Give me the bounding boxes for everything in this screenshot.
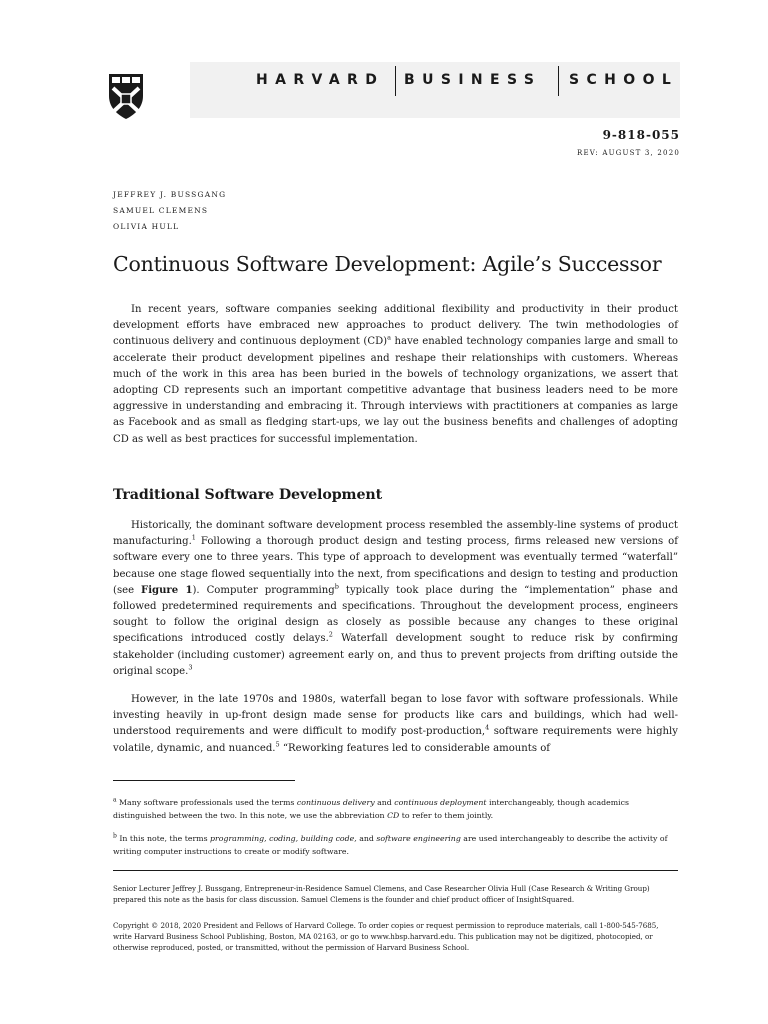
footnote-b: $^b$ In this note, the terms programming, coding, building code, and software engineering are used interchangeably to describe the activity of writing computer instructions to create or modify software.: [113, 832, 668, 856]
author-name: OLIVIA HULL: [113, 222, 180, 231]
document-title: Continuous Software Development: Agile’s Successor: [113, 252, 662, 276]
case-number: 9-818-055: [602, 128, 680, 142]
section-heading: Traditional Software Development: [113, 487, 383, 503]
wordmark-business: BUSINESS: [404, 72, 542, 88]
author-name: JEFFREY J. BUSSGANG: [113, 190, 227, 199]
copyright-notice: Copyright © 2018, 2020 President and Fellows of Harvard College. To order copies or request permission to reproduce materials, call 1-800-545-7685, write Harvard Business School Publishing, Boston, MA 02163, or go to www.hbsp.harvard.edu. This publication may not be digitized, photocopied, or otherwise reproduced, posted, or transmitted, without the permission of Harvard Business School.: [113, 921, 659, 953]
body-paragraph: However, in the late 1970s and 1980s, waterfall began to lose favor with software professionals. While investing heavily in up-front design made sense for products like cars and buildings, which had well-understood requirements and were difficult to modify post-production,$^4$ software requirements were highly volatile, dynamic, and nuanced.$^5$ “Reworking features led to considerable amounts of: [113, 694, 678, 754]
wordmark-harvard: HARVARD: [256, 72, 385, 88]
header-band: [190, 62, 680, 118]
author-name: SAMUEL CLEMENS: [113, 206, 209, 215]
body-paragraph: Historically, the dominant software development process resembled the assembly-line systems of product manufacturing.$^1$ Following a thorough product design and testing process, firms released new versions of software every one to three years. This type of approach to development was eventually termed “waterfall” because one stage flowed sequentially into the next, from specifications and design to testing and production (see Figure 1). Computer programming$^b$ typically took place during the “implementation” phase and followed predetermined requirements and specifications. Throughout the development process, engineers sought to follow the original design as closely as possible because any changes to these original specifications introduced costly delays.$^2$ Waterfall development sought to reduce risk by confirming stakeholder (including customer) agreement early on, and thus to prevent projects from drifting outside the original scope.$^3$: [113, 520, 678, 677]
wordmark-separator: [395, 66, 396, 96]
wordmark-separator: [558, 66, 559, 96]
figure-reference[interactable]: Figure 1: [141, 584, 193, 596]
hbs-shield-logo: [108, 72, 144, 120]
preparation-note: Senior Lecturer Jeffrey J. Bussgang, Entrepreneur-in-Residence Samuel Clemens, and Case Researcher Olivia Hull (Case Research & Writing Group) prepared this note as the basis for class discussion. Samuel Clemens is the founder and chief product officer of InsightSquared.: [113, 884, 650, 905]
footnote-a: $^a$ Many software professionals used the terms continuous delivery and continuous deployment interchangeably, though academics distinguished between the two. In this note, we use the abbreviation CD to refer to them jointly.: [113, 796, 630, 820]
wordmark-school: SCHOOL: [569, 72, 679, 88]
intro-paragraph: In recent years, software companies seeking additional flexibility and productivity in their product development efforts have embraced new approaches to product delivery. The twin methodologies of continuous delivery and continuous deployment (CD)$^a$ have enabled technology companies large and small to accelerate their product development pipelines and reshape their relationships with customers. Whereas much of the work in this area has been buried in the bowels of technology organizations, we assert that adopting CD represents such an important competitive advantage that business leaders need to be more aggressive in understanding and embracing it. Through interviews with practitioners at companies as large as Facebook and as small as fledging start-ups, we lay out the business benefits and challenges of adopting CD as well as best practices for successful implementation.: [113, 304, 678, 445]
footnote-divider: [113, 780, 295, 781]
credits-divider: [113, 870, 678, 871]
revision-date: REV: AUGUST 3, 2020: [577, 149, 680, 157]
